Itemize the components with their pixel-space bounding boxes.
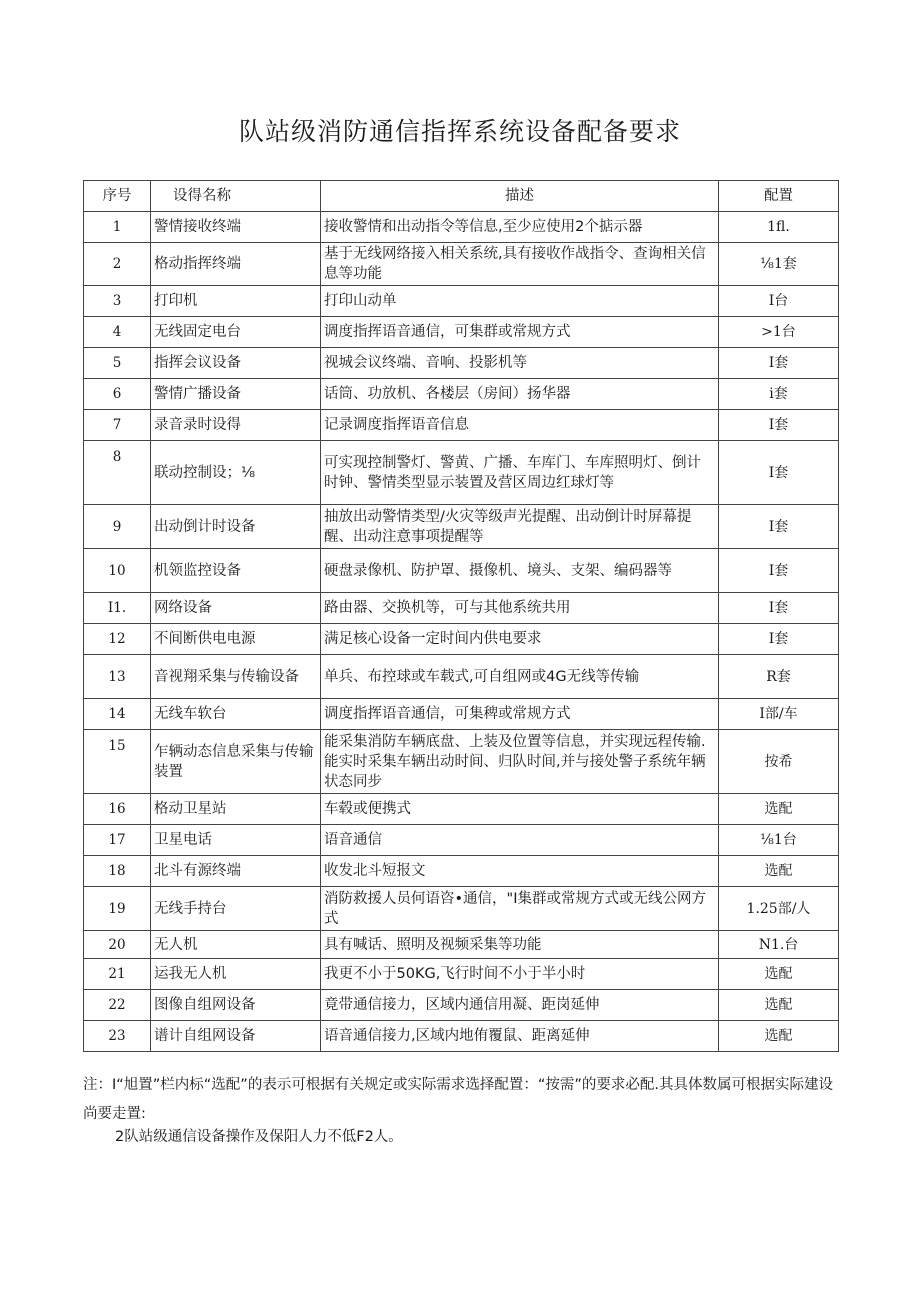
equipment-name: 无人机 [151, 931, 321, 959]
table-row [84, 856, 839, 887]
equipment-config: N1.台 [719, 931, 839, 959]
equipment-description: 硬盘录像机、防护罩、摄像机、境头、支架、编码器等 [321, 549, 719, 593]
row-number: 9 [84, 505, 151, 549]
equipment-name: 录音录时设得 [151, 410, 321, 441]
equipment-config: 选配 [719, 856, 839, 887]
row-number: 17 [84, 825, 151, 856]
footnote-2: 2队站级通信设备操作及保阳人力不低F2人。 [115, 1129, 403, 1145]
equipment-description: 打印山动单 [321, 286, 719, 317]
equipment-name: 无线车软台 [151, 699, 321, 730]
equipment-name: 不间断供电电源 [151, 624, 321, 655]
table-header-row [84, 181, 839, 212]
row-number: 12 [84, 624, 151, 655]
equipment-config: I部/车 [719, 699, 839, 730]
row-number: 22 [84, 990, 151, 1021]
equipment-config: R套 [719, 655, 839, 699]
equipment-config: 按希 [719, 730, 839, 794]
equipment-description: 视城会议终端、音响、投影机等 [321, 348, 719, 379]
equipment-config: I套 [719, 505, 839, 549]
row-number: 20 [84, 931, 151, 959]
equipment-name: 谱计自组网设备 [151, 1021, 321, 1052]
equipment-description: 单兵、布控球或车载式,可自组网或4G无线等传输 [321, 655, 719, 699]
table-row [84, 825, 839, 856]
header-name: 设得名称 [151, 181, 321, 212]
table-row [84, 593, 839, 624]
equipment-name: 机领监控设备 [151, 549, 321, 593]
table-row [84, 379, 839, 410]
table-row [84, 286, 839, 317]
equipment-name: 格动卫星站 [151, 794, 321, 825]
equipment-description: 调度指挥语音通信，可集稗或常规方式 [321, 699, 719, 730]
row-number: 5 [84, 348, 151, 379]
equipment-description: 车毂或便携式 [321, 794, 719, 825]
table-row [84, 505, 839, 549]
table-row [84, 1021, 839, 1052]
table-row [84, 410, 839, 441]
equipment-config: 选配 [719, 794, 839, 825]
equipment-description: 竟带通信接力，区域内通信用凝、距岗延伸 [321, 990, 719, 1021]
row-number: 23 [84, 1021, 151, 1052]
row-number: 15 [84, 730, 151, 794]
row-number: 10 [84, 549, 151, 593]
equipment-config: 1.25部/人 [719, 887, 839, 931]
equipment-name: 乍辆动态信息采集与传输装置 [151, 730, 321, 794]
equipment-name: 警情接收终端 [151, 212, 321, 243]
equipment-name: 无线固定电台 [151, 317, 321, 348]
equipment-config: I套 [719, 410, 839, 441]
table-row [84, 794, 839, 825]
equipment-description: 我更不小于50KG,飞行时间不小于半小时 [321, 959, 719, 990]
header-no: 序号 [84, 181, 151, 212]
equipment-config: I套 [719, 624, 839, 655]
row-number: 2 [84, 243, 151, 286]
row-number: I1. [84, 593, 151, 624]
table-row [84, 348, 839, 379]
equipment-config: >1台 [719, 317, 839, 348]
header-desc: 描述 [321, 181, 719, 212]
equipment-description: 基于无线网络接入相关系统,具有接收作战指令、查询相关信息等功能 [321, 243, 719, 286]
footnote-1: 注：I“旭置”栏内标“选配”的表示可根据有关规定或实际需求选择配置：“按需”的要求必配.其具体数属可根据实际建设尚要走置: [83, 1077, 833, 1122]
equipment-name: 图像自组网设备 [151, 990, 321, 1021]
equipment-description: 接收警情和出动指令等信息,至少应使用2个掂示器 [321, 212, 719, 243]
table-row [84, 243, 839, 286]
equipment-description: 调度指挥语音通信，可集群或常规方式 [321, 317, 719, 348]
equipment-description: 具有喊话、照明及视频采集等功能 [321, 931, 719, 959]
equipment-description: 路由器、交换机等，可与其他系统共用 [321, 593, 719, 624]
equipment-config: I套 [719, 593, 839, 624]
equipment-name: 卫星电话 [151, 825, 321, 856]
equipment-config: i套 [719, 379, 839, 410]
row-number: 4 [84, 317, 151, 348]
equipment-name: 网络设备 [151, 593, 321, 624]
table-row [84, 887, 839, 931]
equipment-config: 选配 [719, 959, 839, 990]
row-number: 6 [84, 379, 151, 410]
equipment-name: 联动控制设；⅛ [151, 441, 321, 505]
table-row [84, 959, 839, 990]
row-number: 7 [84, 410, 151, 441]
equipment-description: 可实现控制警灯、警黄、广播、车库门、车库照明灯、倒计时钟、警情类型显示装置及营区周边红球灯等 [321, 441, 719, 505]
equipment-config: I套 [719, 441, 839, 505]
row-number: 19 [84, 887, 151, 931]
equipment-description: 语音通信 [321, 825, 719, 856]
equipment-description: 能采集消防车辆底盘、上装及位置等信息，并实现远程传输.能实时采集车辆出动时间、归队时间,并与接处警子系统年辆状态同步 [321, 730, 719, 794]
equipment-name: 格动指挥终端 [151, 243, 321, 286]
table-row [84, 317, 839, 348]
equipment-description: 语音通信接力,区域内地侑覆鼠、距离延伸 [321, 1021, 719, 1052]
equipment-name: 音视翔采集与传输设备 [151, 655, 321, 699]
row-number: 18 [84, 856, 151, 887]
table-row [84, 699, 839, 730]
row-number: 14 [84, 699, 151, 730]
equipment-config: 选配 [719, 1021, 839, 1052]
equipment-table [83, 180, 839, 1052]
row-number: 16 [84, 794, 151, 825]
equipment-description: 收发北斗短报文 [321, 856, 719, 887]
header-config: 配置 [719, 181, 839, 212]
equipment-name: 无线手持台 [151, 887, 321, 931]
equipment-description: 话筒、功放机、各楼层（房间）扬华器 [321, 379, 719, 410]
row-number: 3 [84, 286, 151, 317]
row-number: 1 [84, 212, 151, 243]
equipment-name: 运我无人机 [151, 959, 321, 990]
table-row [84, 730, 839, 794]
table-row [84, 655, 839, 699]
equipment-config: I套 [719, 348, 839, 379]
equipment-description: 记录调度指挥语音信息 [321, 410, 719, 441]
table-row [84, 441, 839, 505]
equipment-config: ⅛1套 [719, 243, 839, 286]
equipment-name: 打印机 [151, 286, 321, 317]
equipment-description: 满足核心设备一定时间内供电要求 [321, 624, 719, 655]
equipment-description: 消防救援人员何语咨•通信，"I集群或常规方式或无线公网方式 [321, 887, 719, 931]
equipment-config: 选配 [719, 990, 839, 1021]
equipment-config: I台 [719, 286, 839, 317]
table-row [84, 624, 839, 655]
equipment-description: 抽放出动警情类型/火灾等级声光提醒、出动倒计时屏幕提醒、出动注意事项提醒等 [321, 505, 719, 549]
equipment-config: I套 [719, 549, 839, 593]
equipment-name: 警情广播设备 [151, 379, 321, 410]
row-number: 13 [84, 655, 151, 699]
equipment-name: 指挥会议设备 [151, 348, 321, 379]
page-title: 队站级消防通信指挥系统设备配备要求 [238, 117, 681, 146]
table-row [84, 931, 839, 959]
equipment-config: 1fl. [719, 212, 839, 243]
equipment-name: 北斗有源终端 [151, 856, 321, 887]
table-row [84, 549, 839, 593]
equipment-config: ⅛1台 [719, 825, 839, 856]
row-number: 21 [84, 959, 151, 990]
table-row [84, 990, 839, 1021]
row-number: 8 [84, 441, 151, 505]
equipment-name: 出动倒计时设备 [151, 505, 321, 549]
table-row [84, 212, 839, 243]
